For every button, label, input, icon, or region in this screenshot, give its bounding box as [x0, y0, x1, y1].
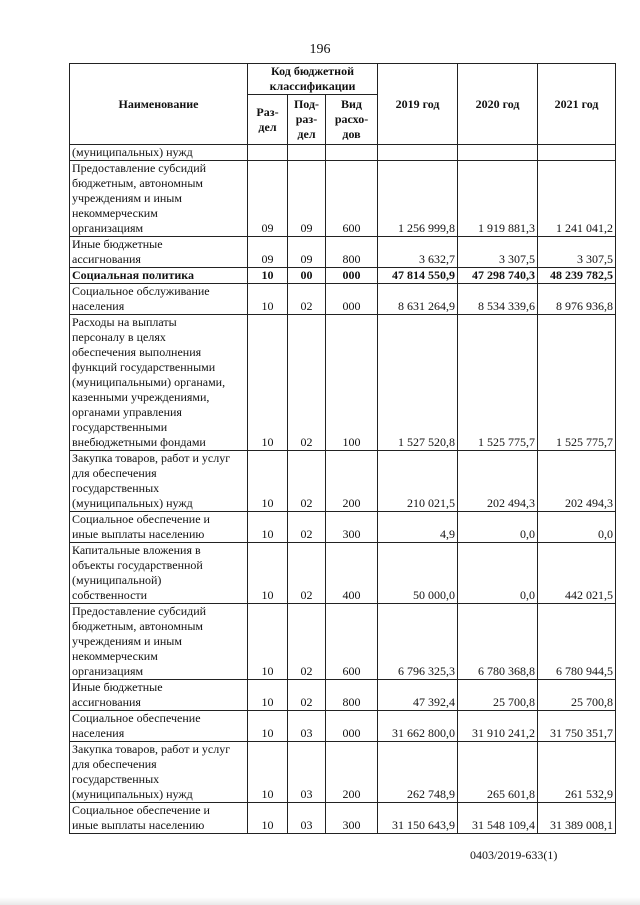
header-razdel: Раз- дел [248, 95, 288, 145]
amount-2020-cell: 202 494,3 [458, 451, 538, 512]
amount-2021-cell: 1 525 775,7 [538, 315, 616, 451]
header-name: Наименование [70, 64, 248, 145]
table-row [70, 284, 616, 315]
amount-2020-cell: 265 601,8 [458, 742, 538, 803]
row-name-cell: Закупка товаров, работ и услуг для обеспечения государственных (муниципальных) нужд [70, 742, 248, 803]
podrazdel-cell: 03 [288, 711, 326, 742]
podrazdel-cell: 03 [288, 803, 326, 834]
header-podrazdel: Под- раз- дел [288, 95, 326, 145]
row-name-cell: Социальное обеспечение и иные выплаты населению [70, 803, 248, 834]
table-row [70, 145, 616, 161]
header-code-group: Код бюджетной классификации [248, 64, 378, 95]
amount-2020-cell: 0,0 [458, 512, 538, 543]
amount-2020-cell: 1 525 775,7 [458, 315, 538, 451]
row-name-cell: Иные бюджетные ассигнования [70, 680, 248, 711]
table-row [70, 543, 616, 604]
table-row [70, 237, 616, 268]
amount-2019-cell: 4,9 [378, 512, 458, 543]
scan-edge [0, 897, 640, 905]
amount-2019-cell: 3 632,7 [378, 237, 458, 268]
razdel-cell: 10 [248, 315, 288, 451]
amount-2021-cell: 1 241 041,2 [538, 161, 616, 237]
amount-2019-cell: 8 631 264,9 [378, 284, 458, 315]
podrazdel-cell [288, 145, 326, 161]
row-name-cell: Расходы на выплаты персоналу в целях обеспечения выполнения функций государственными (муниципальными) органами, казенными учреждениями, органами управления государственными внебюджетными фондами [70, 315, 248, 451]
table-row [70, 711, 616, 742]
razdel-cell: 09 [248, 237, 288, 268]
budget-table-body [70, 145, 616, 834]
amount-2021-cell: 8 976 936,8 [538, 284, 616, 315]
header-2021: 2021 год [538, 64, 616, 145]
amount-2020-cell: 1 919 881,3 [458, 161, 538, 237]
amount-2021-cell: 0,0 [538, 512, 616, 543]
amount-2020-cell: 0,0 [458, 543, 538, 604]
razdel-cell: 09 [248, 161, 288, 237]
podrazdel-cell: 02 [288, 543, 326, 604]
vid-cell: 800 [326, 237, 378, 268]
vid-cell [326, 145, 378, 161]
amount-2019-cell: 47 392,4 [378, 680, 458, 711]
document-code: 0403/2019-633(1) [470, 848, 558, 862]
amount-2019-cell: 1 527 520,8 [378, 315, 458, 451]
vid-cell: 600 [326, 604, 378, 680]
razdel-cell: 10 [248, 742, 288, 803]
amount-2021-cell: 3 307,5 [538, 237, 616, 268]
amount-2020-cell: 3 307,5 [458, 237, 538, 268]
amount-2020-cell: 31 910 241,2 [458, 711, 538, 742]
table-row [70, 512, 616, 543]
amount-2019-cell: 210 021,5 [378, 451, 458, 512]
page-number: 196 [309, 42, 331, 57]
amount-2021-cell: 31 750 351,7 [538, 711, 616, 742]
razdel-cell: 10 [248, 680, 288, 711]
amount-2021-cell: 48 239 782,5 [538, 268, 616, 284]
amount-2020-cell: 8 534 339,6 [458, 284, 538, 315]
podrazdel-cell: 02 [288, 451, 326, 512]
amount-2019-cell: 262 748,9 [378, 742, 458, 803]
podrazdel-cell: 02 [288, 284, 326, 315]
vid-cell: 400 [326, 543, 378, 604]
header-2019: 2019 год [378, 64, 458, 145]
amount-2019-cell: 47 814 550,9 [378, 268, 458, 284]
podrazdel-cell: 02 [288, 604, 326, 680]
row-name-cell: Предоставление субсидий бюджетным, автономным учреждениям и иным некоммерческим организациям [70, 161, 248, 237]
podrazdel-cell: 02 [288, 315, 326, 451]
table-row [70, 451, 616, 512]
amount-2021-cell: 31 389 008,1 [538, 803, 616, 834]
row-name-cell: Иные бюджетные ассигнования [70, 237, 248, 268]
table-row [70, 680, 616, 711]
razdel-cell: 10 [248, 512, 288, 543]
amount-2020-cell: 31 548 109,4 [458, 803, 538, 834]
razdel-cell [248, 145, 288, 161]
podrazdel-cell: 09 [288, 161, 326, 237]
row-name-cell: Закупка товаров, работ и услуг для обеспечения государственных (муниципальных) нужд [70, 451, 248, 512]
amount-2021-cell: 6 780 944,5 [538, 604, 616, 680]
razdel-cell: 10 [248, 543, 288, 604]
vid-cell: 600 [326, 161, 378, 237]
amount-2020-cell: 6 780 368,8 [458, 604, 538, 680]
amount-2021-cell: 442 021,5 [538, 543, 616, 604]
budget-table [69, 63, 616, 834]
amount-2019-cell: 1 256 999,8 [378, 161, 458, 237]
amount-2019-cell: 6 796 325,3 [378, 604, 458, 680]
vid-cell: 100 [326, 315, 378, 451]
header-2020: 2020 год [458, 64, 538, 145]
table-row [70, 742, 616, 803]
row-name-cell: Социальное обслуживание населения [70, 284, 248, 315]
vid-cell: 000 [326, 268, 378, 284]
razdel-cell: 10 [248, 284, 288, 315]
table-row [70, 604, 616, 680]
amount-2020-cell [458, 145, 538, 161]
amount-2019-cell [378, 145, 458, 161]
amount-2020-cell: 47 298 740,3 [458, 268, 538, 284]
amount-2019-cell: 31 150 643,9 [378, 803, 458, 834]
row-name-cell: Предоставление субсидий бюджетным, автономным учреждениям и иным некоммерческим организациям [70, 604, 248, 680]
vid-cell: 000 [326, 711, 378, 742]
podrazdel-cell: 02 [288, 512, 326, 543]
vid-cell: 300 [326, 803, 378, 834]
razdel-cell: 10 [248, 268, 288, 284]
header-vid: Вид расхо- дов [326, 95, 378, 145]
table-row [70, 161, 616, 237]
row-name-cell: Капитальные вложения в объекты государственной (муниципальной) собственности [70, 543, 248, 604]
vid-cell: 200 [326, 451, 378, 512]
amount-2021-cell: 25 700,8 [538, 680, 616, 711]
row-name-cell: Социальное обеспечение населения [70, 711, 248, 742]
podrazdel-cell: 09 [288, 237, 326, 268]
amount-2019-cell: 50 000,0 [378, 543, 458, 604]
razdel-cell: 10 [248, 604, 288, 680]
amount-2021-cell [538, 145, 616, 161]
vid-cell: 300 [326, 512, 378, 543]
row-name-cell: Социальное обеспечение и иные выплаты населению [70, 512, 248, 543]
razdel-cell: 10 [248, 451, 288, 512]
podrazdel-cell: 02 [288, 680, 326, 711]
amount-2021-cell: 261 532,9 [538, 742, 616, 803]
razdel-cell: 10 [248, 711, 288, 742]
vid-cell: 000 [326, 284, 378, 315]
razdel-cell: 10 [248, 803, 288, 834]
amount-2020-cell: 25 700,8 [458, 680, 538, 711]
table-row [70, 803, 616, 834]
podrazdel-cell: 03 [288, 742, 326, 803]
row-name-cell: Социальная политика [70, 268, 248, 284]
row-name-cell: (муниципальных) нужд [70, 145, 248, 161]
amount-2021-cell: 202 494,3 [538, 451, 616, 512]
podrazdel-cell: 00 [288, 268, 326, 284]
vid-cell: 200 [326, 742, 378, 803]
table-row [70, 315, 616, 451]
vid-cell: 800 [326, 680, 378, 711]
amount-2019-cell: 31 662 800,0 [378, 711, 458, 742]
table-row [70, 268, 616, 284]
